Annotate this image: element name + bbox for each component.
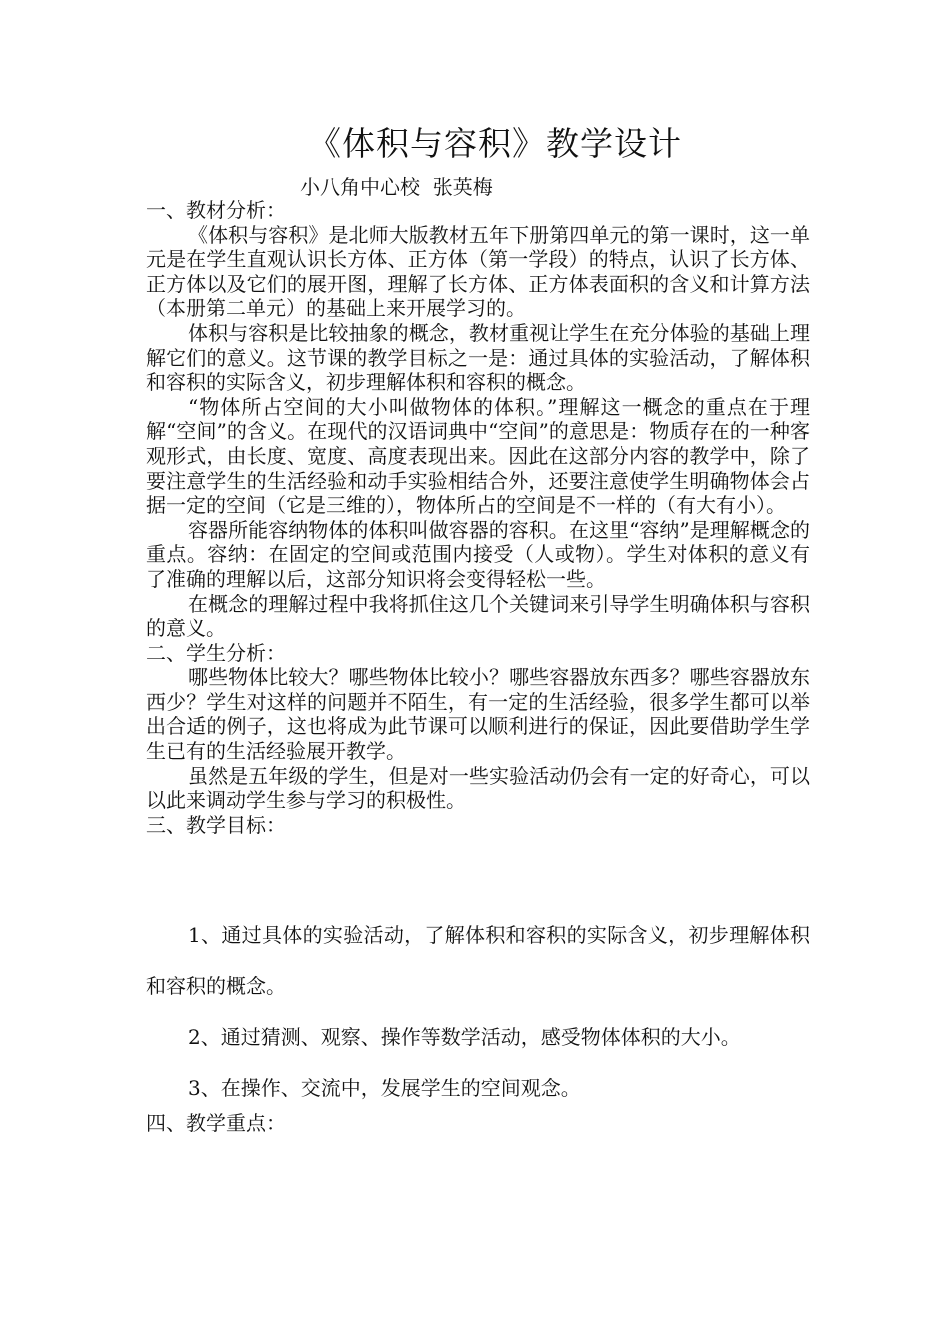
paragraph: 哪些物体比较大？哪些物体比较小？哪些容器放东西多？哪些容器放东西少？学生对这样的问题并不陌生，有一定的生活经验，很多学生都可以举出合适的例子，这也将成为此节课可以顺利进行的保证，因此要借助学生学生已有的生活经验展开教学。 (146, 665, 810, 764)
teaching-goal-item: 3、在操作、交流中，发展学生的空间观念。 (188, 1076, 581, 1100)
teaching-goal-item: 2、通过猜测、观察、操作等数学活动，感受物体体积的大小。 (188, 1025, 741, 1049)
paragraph: “物体所占空间的大小叫做物体的体积。”理解这一概念的重点在于理解“空间”的含义。在现代的汉语词典中“空间”的意思是：物质存在的一种客观形式，由长度、宽度、高度表现出来。因此在这部分内容的教学中，除了要注意学生的生活经验和动手实验相结合外，还要注意使学生明确物体会占据一定的空间（它是三维的），物体所占的空间是不一样的（有大有小）。 (146, 394, 810, 518)
section-heading-student-analysis: 二、学生分析： (146, 640, 286, 665)
document-title: 《体积与容积》教学设计 (308, 124, 682, 163)
paragraph: 在概念的理解过程中我将抓住这几个关键词来引导学生明确体积与容积的意义。 (146, 591, 810, 641)
section-heading-material-analysis: 一、教材分析： (146, 198, 286, 222)
document-author: 小八角中心校 张英梅 (300, 175, 493, 199)
paragraph: 《体积与容积》是北师大版教材五年下册第四单元的第一课时，这一单元是在学生直观认识长方体、正方体（第一学段）的特点，认识了长方体、正方体以及它们的展开图，理解了长方体、正方体表面积的含义和计算方法（本册第二单元）的基础上来开展学习的。 (146, 222, 810, 321)
section-heading-teaching-goals: 三、教学目标： (146, 812, 286, 837)
teaching-goal-item: 1、通过具体的实验活动，了解体积和容积的实际含义，初步理解体积和容积的概念。 (146, 923, 810, 998)
paragraph: 容器所能容纳物体的体积叫做容器的容积。在这里“容纳”是理解概念的重点。容纳：在固定的空间或范围内接受（人或物）。学生对体积的意义有了准确的理解以后，这部分知识将会变得轻松一些。 (146, 517, 810, 591)
paragraph: 体积与容积是比较抽象的概念，教材重视让学生在充分体验的基础上理解它们的意义。这节课的教学目标之一是：通过具体的实验活动，了解体积和容积的实际含义，初步理解体积和容积的概念。 (146, 320, 810, 395)
document-body (146, 198, 810, 837)
paragraph: 虽然是五年级的学生，但是对一些实验活动仍会有一定的好奇心，可以以此来调动学生参与学习的积极性。 (146, 763, 810, 813)
teaching-goals-list (146, 910, 810, 1114)
section-heading-teaching-focus: 四、教学重点： (146, 1111, 286, 1135)
